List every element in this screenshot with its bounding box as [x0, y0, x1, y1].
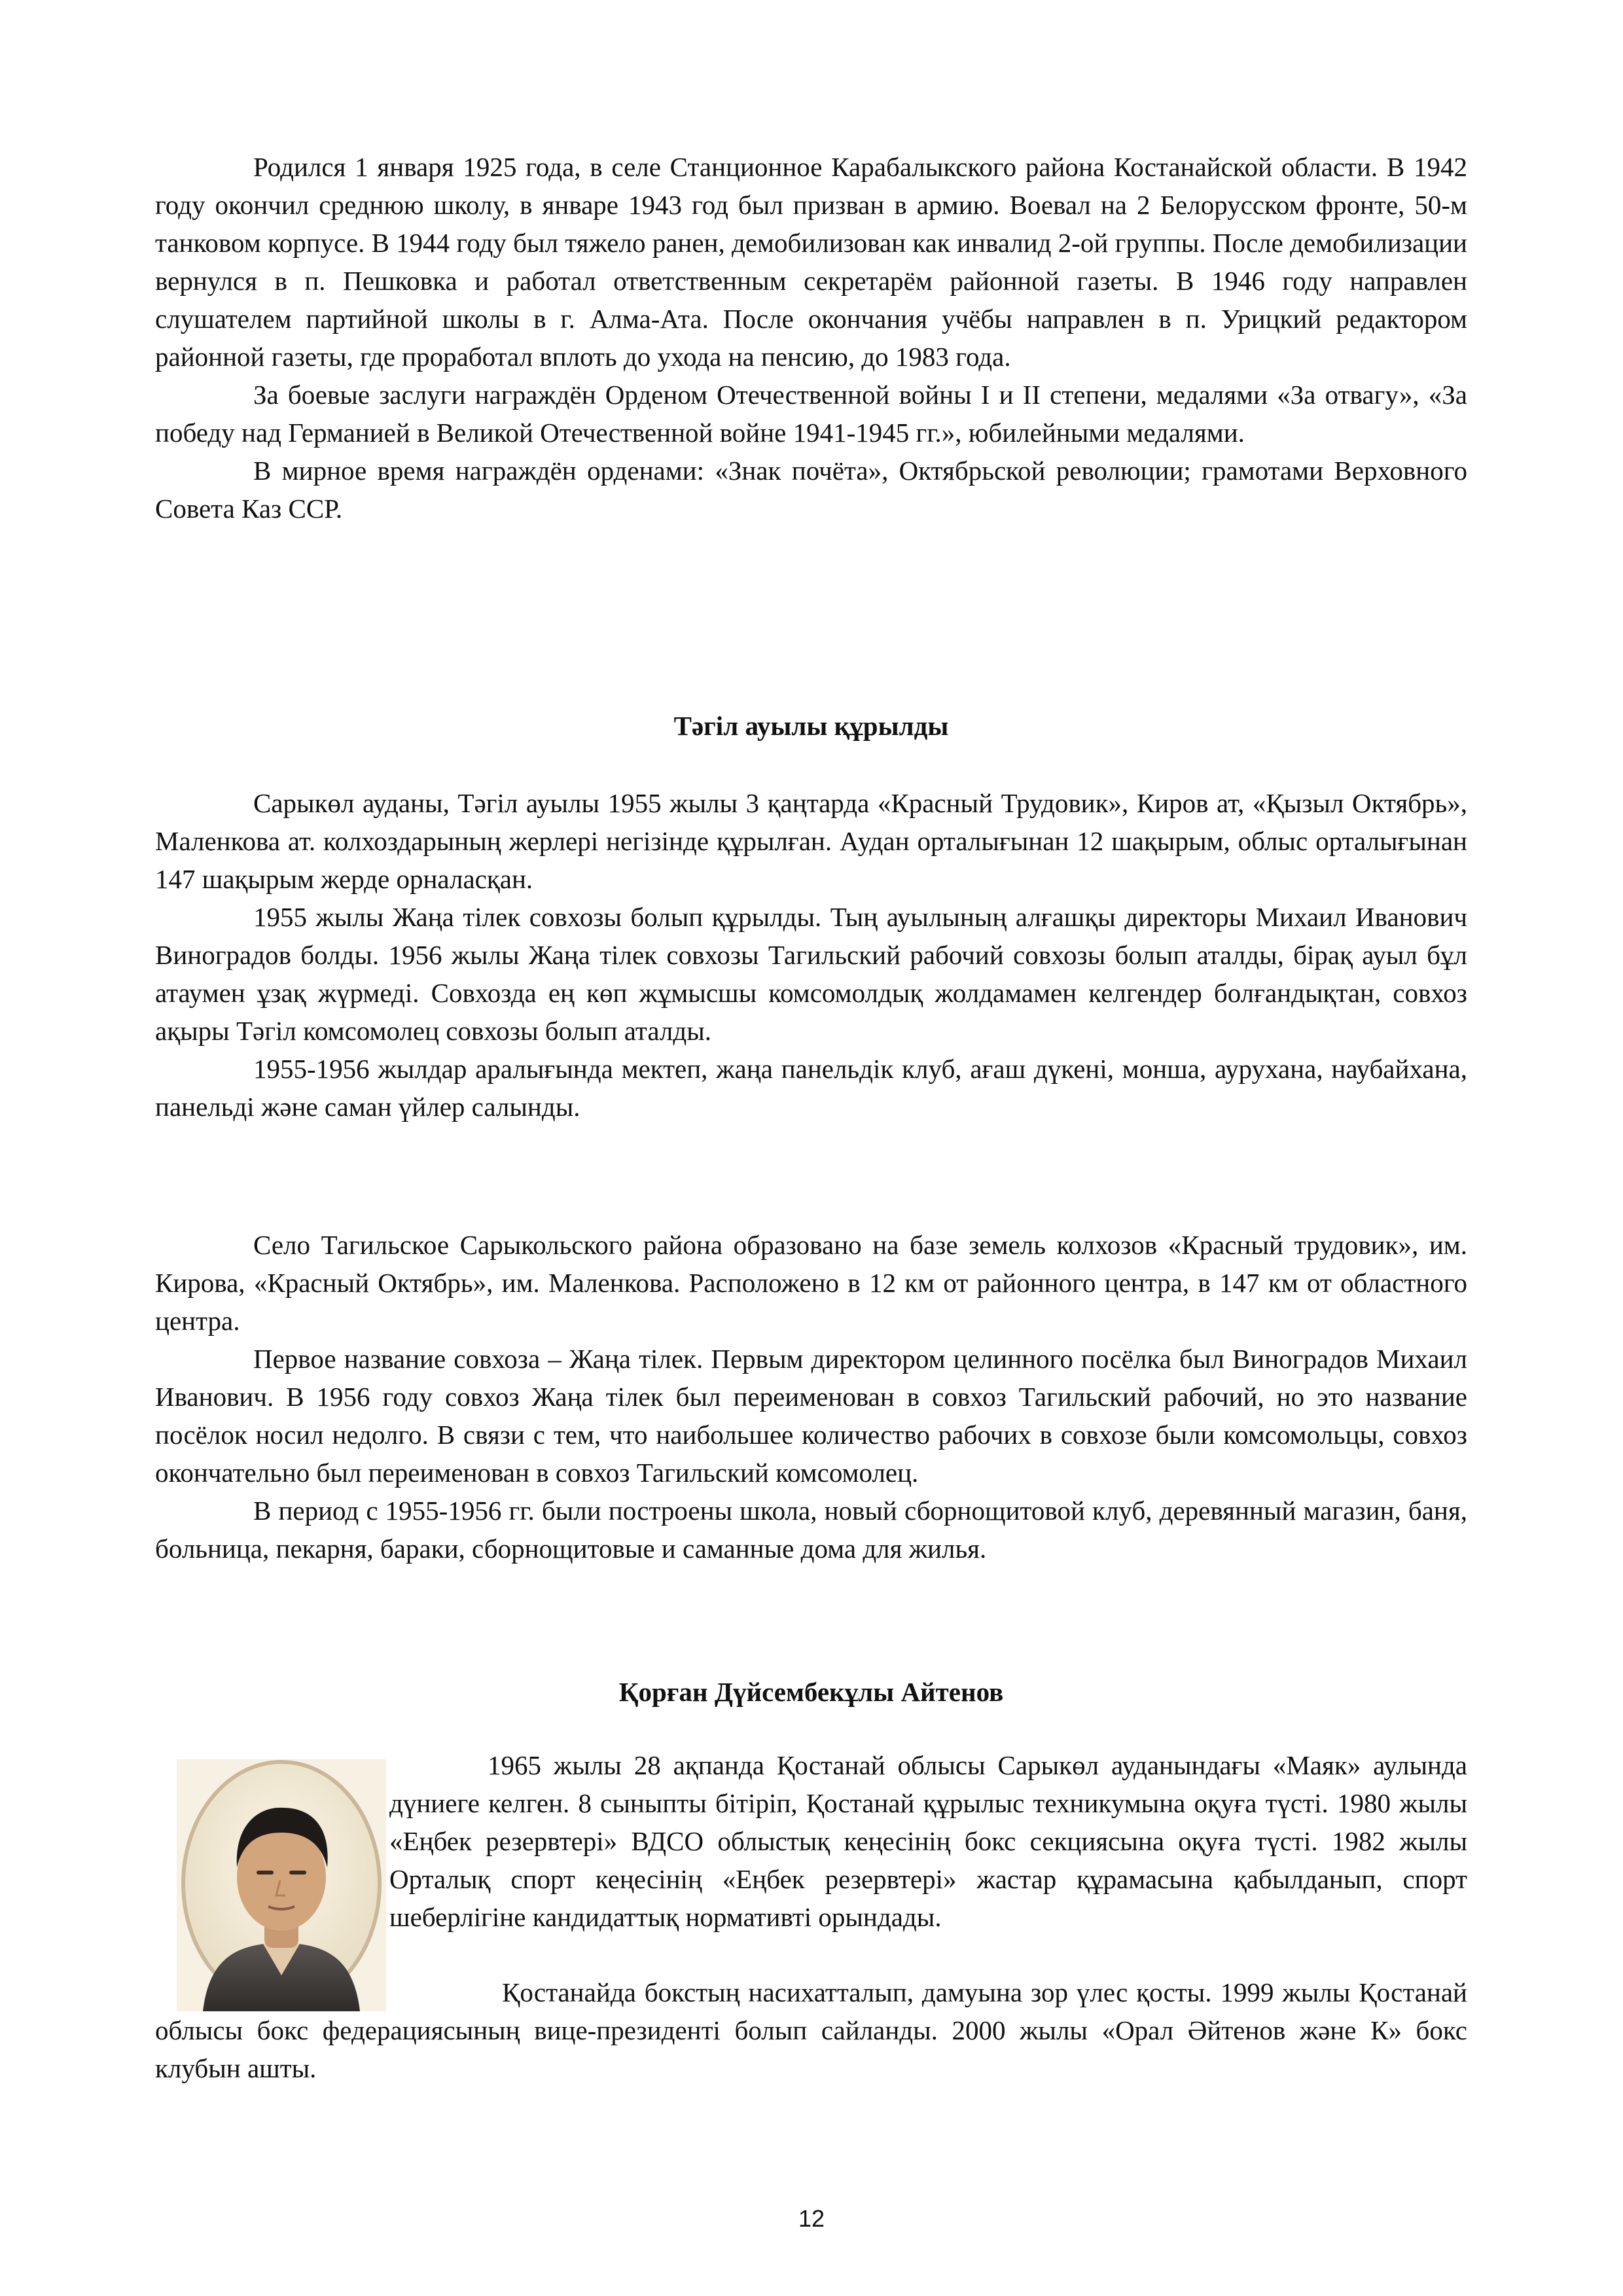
person-section-title: Қорған Дүйсембекұлы Айтенов [618, 1677, 1004, 1707]
village-section-title: Тәгіл ауылы құрылды [673, 711, 949, 741]
village-ru-paragraph-3: В период с 1955-1956 гг. были построены школа, новый сборнощитовой клуб, деревянный магазин, баня, больница, пекарня, бараки, сборнощитовые и саманные дома для жилья. [155, 1496, 1467, 1564]
person-heading-wrap [155, 1673, 1467, 1711]
village-kz-paragraph-2: 1955 жылы Жаңа тілек совхозы болып құрылды. Тың ауылының алғашқы директоры Михаил Иванович Виноградов болды. 1956 жылы Жаңа тілек совхозы Тагильский рабочий совхозы болып аталды, бірақ ауыл бұл атаумен ұзақ жүрмеді. Совхозда ең көп жұмысшы комсомолдық жолдамамен келгендер болғандықтан, совхоз ақыры Тәгіл комсомолец совхозы болып аталды. [155, 902, 1467, 1046]
person-bio-block [389, 1746, 1467, 1936]
page-number: 12 [798, 2205, 825, 2232]
village-kz-paragraph-1: Сарыкөл ауданы, Тәгіл ауылы 1955 жылы 3 қаңтарда «Красный Трудовик», Киров ат, «Қызыл Октябрь», Маленкова ат. колхоздарының жерлері негізінде құрылған. Аудан орталығынан 12 шақырым, облыс орталығынан 147 шақырым жерде орналасқан. [155, 788, 1467, 894]
village-ru-paragraph-2: Первое название совхоза – Жаңа тілек. Первым директором целинного посёлка был Виноградов Михаил Иванович. В 1956 году совхоз Жаңа тілек был переименован в совхоз Тагильский рабочий, но это название посёлок носил недолго. В связи с тем, что наибольшее количество рабочих в совхозе были комсомольцы, совхоз окончательно был переименован в совхоз Тагильский комсомолец. [155, 1344, 1467, 1488]
village-heading-wrap [155, 707, 1467, 745]
bio-ru-paragraph-1: Родился 1 января 1925 года, в селе Станционное Карабалыкского района Костанайской области. В 1942 году окончил среднюю школу, в январе 1943 год был призван в армию. Воевал на 2 Белорусском фронте, 50-м танковом корпусе. В 1944 году был тяжело ранен, демобилизован как инвалид 2-ой группы. После демобилизации вернулся в п. Пешковка и работал ответственным секретарём районной газеты. В 1946 году направлен слушателем партийной школы в г. Алма-Ата. После окончания учёбы направлен в п. Урицкий редактором районной газеты, где проработал вплоть до ухода на пенсию, до 1983 года. [155, 152, 1467, 372]
bio-ru-paragraph-3: В мирное время награждён орденами: «Знак почёта», Октябрьской революции; грамотами Верховного Совета Каз ССР. [155, 456, 1467, 524]
person-bio-continuation [155, 1973, 1467, 2087]
village-ru-block [155, 1226, 1467, 1568]
bio-ru-block [155, 148, 1467, 528]
village-kz-paragraph-3: 1955-1956 жылдар аралығында мектеп, жаңа панельдік клуб, ағаш дүкені, монша, аурухана, наубайхана, панельді және саман үйлер салынды. [155, 1054, 1467, 1122]
bio-ru-paragraph-2: За боевые заслуги награждён Орденом Отечественной войны I и II степени, медалями «За отвагу», «За победу над Германией в Великой Отечественной войне 1941-1945 гг.», юбилейными медалями. [155, 380, 1467, 448]
village-ru-paragraph-1: Село Тагильское Сарыкольского района образовано на базе земель колхозов «Красный трудовик», им. Кирова, «Красный Октябрь», им. Маленкова. Расположено в 12 км от районного центра, в 147 км от областного центра. [155, 1230, 1467, 1336]
person-bio-paragraph-2: Қостанайда бокстың насихатталып, дамуына зор үлес қосты. 1999 жылы Қостанай облысы бокс федерациясының вице-президенті болып сайланды. 2000 жылы «Орал Әйтенов және К» бокс клубын ашты. [155, 1977, 1467, 2083]
village-kz-block [155, 784, 1467, 1126]
person-bio-paragraph-1: 1965 жылы 28 ақпанда Қостанай облысы Сарыкөл ауданындағы «Маяк» аулында дүниеге келген. 8 сыныпты бітіріп, Қостанай құрылыс техникумына оқуға түсті. 1980 жылы «Еңбек резервтері» ВДСО облыстық кеңесінің бокс секциясына оқуға түсті. 1982 жылы Орталық спорт кеңесінің «Еңбек резервтері» жастар құрамасына қабылданып, спорт шеберлігіне кандидаттық нормативті орындады. [389, 1750, 1467, 1932]
